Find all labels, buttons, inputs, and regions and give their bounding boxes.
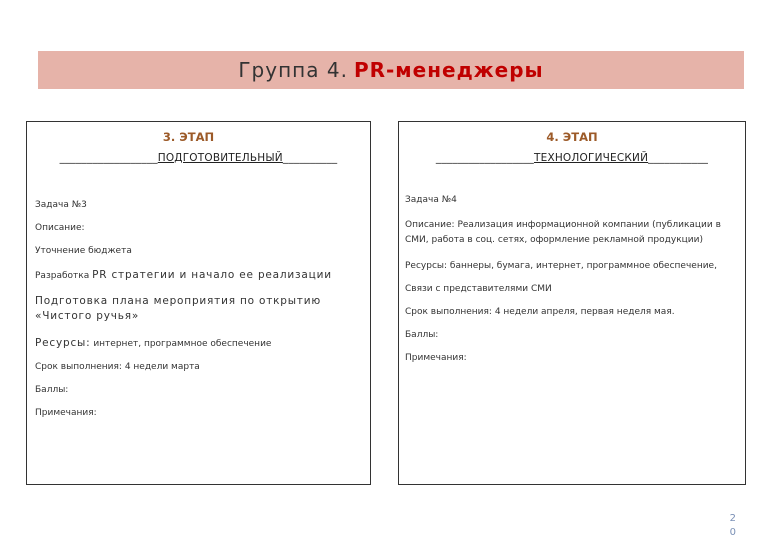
stage-4-subtitle-left-rule: __________________ — [435, 152, 534, 164]
stage-3-deadline: Срок выполнения: 4 недели марта — [35, 362, 200, 372]
stage-3-notes: Примечания: — [35, 408, 97, 418]
stage-3-points: Баллы: — [35, 385, 69, 395]
stage-3-preparation-line2: «Чистого ручья» — [35, 310, 140, 322]
stage-3-body — [35, 200, 370, 418]
stage-3-budget: Уточнение бюджета — [35, 246, 132, 256]
stage-3-resources — [35, 337, 370, 349]
stage-3-card — [26, 121, 371, 485]
stage-3-subtitle — [27, 152, 370, 164]
stage-4-points: Баллы: — [405, 330, 439, 340]
stage-3-resources-label: Ресурсы: — [35, 337, 91, 349]
stage-3-development-big: PR стратегии и начало ее реализации — [92, 269, 332, 281]
stage-3-preparation — [35, 294, 365, 324]
page-number — [730, 512, 736, 540]
stage-3-subtitle-left-rule: __________________ — [59, 152, 158, 164]
stage-4-card — [398, 121, 746, 485]
stage-3-resources-value: интернет, программное обеспечение — [93, 339, 272, 349]
stage-3-subtitle-text: ПОДГОТОВИТЕЛЬНЫЙ — [157, 152, 283, 164]
page-number-digit-1: 2 — [729, 513, 736, 524]
stage-4-notes: Примечания: — [405, 353, 467, 363]
stage-4-subtitle — [399, 152, 745, 164]
stage-3-preparation-line1: Подготовка плана мероприятия по открытию — [35, 295, 321, 307]
stage-3-description: Описание: — [35, 223, 85, 233]
stage-3-heading: 3. ЭТАП — [162, 130, 215, 144]
title-text: Группа 4. — [238, 58, 348, 82]
stage-4-subtitle-right-rule: ___________ — [648, 152, 709, 164]
stage-4-resources: Ресурсы: баннеры, бумага, интернет, программное обеспечение, — [405, 261, 717, 271]
page-number-digit-2: 0 — [729, 527, 736, 538]
stage-3-subtitle-right-rule: __________ — [282, 152, 338, 164]
stage-4-subtitle-text: ТЕХНОЛОГИЧЕСКИЙ — [534, 152, 649, 164]
stage-3-development — [35, 269, 370, 281]
stage-3-task: Задача №3 — [35, 200, 87, 210]
stage-4-task: Задача №4 — [405, 195, 457, 205]
stage-4-description: Описание: Реализация информационной компании (публикации в СМИ, работа в соц. сетях, оформление рекламной продукции) — [405, 220, 721, 245]
stage-4-media: Связи с представителями СМИ — [405, 284, 552, 294]
title-accent-text: PR-менеджеры — [353, 58, 544, 82]
slide-title-bar — [38, 51, 744, 89]
stage-4-body — [405, 195, 745, 363]
stage-3-development-small: Разработка — [35, 271, 90, 281]
stage-4-heading: 4. ЭТАП — [546, 130, 598, 144]
stage-4-deadline: Срок выполнения: 4 недели апреля, первая неделя мая. — [405, 307, 675, 317]
